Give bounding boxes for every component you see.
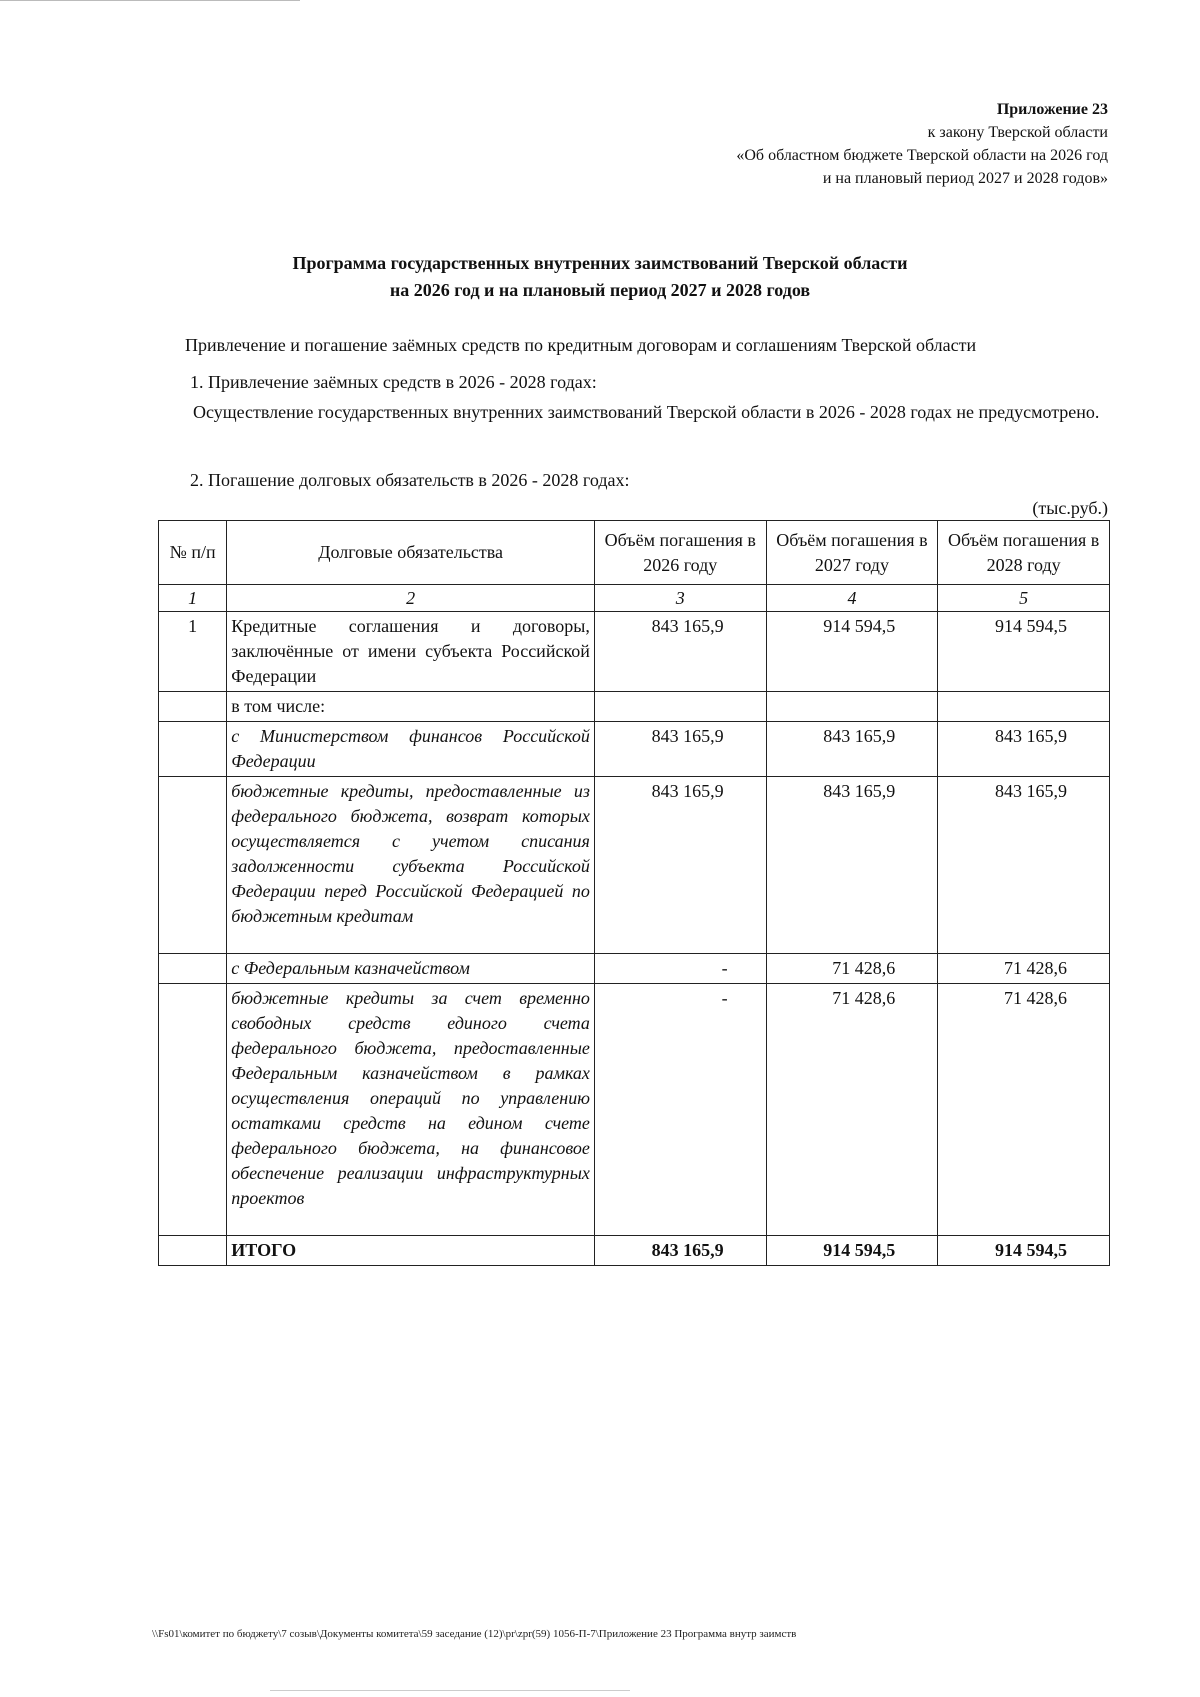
value-2028 [938,692,1110,722]
appendix-header [736,98,1108,190]
table-row [159,954,1110,984]
row-description: в том числе: [227,692,595,722]
total-num-cell [159,1236,227,1266]
units-label: (тыс.руб.) [1032,498,1108,518]
value-2026: 843 165,9 [594,777,766,954]
appendix-line-3: и на плановый период 2027 и 2028 годов» [822,170,1108,187]
total-label: ИТОГО [227,1236,595,1266]
value-2028: 71 428,6 [938,984,1110,1236]
header-obligations: Долговые обязательства [227,521,595,585]
point-1-text: Осуществление государственных внутренних заимствований Тверской области в 2026 - 2028 годах не предусмотрено. [193,402,1100,422]
value-2027: 843 165,9 [766,777,938,954]
index-cell: 4 [766,585,938,612]
footer-file-path: \\Fs01\комитет по бюджету\7 созыв\Документы комитета\59 заседание (12)\pr\zpr(59) 1056-П-7\Приложение 23 Программа внутр заимств [152,1628,797,1640]
row-description: Кредитные соглашения и договоры, заключённые от имени субъекта Российской Федерации [227,612,595,692]
row-description: с Федеральным казначейством [227,954,595,984]
row-number: 1 [159,612,227,692]
document-title-line-2: на 2026 год и на плановый период 2027 и 2028 годов [389,280,811,300]
appendix-title: Приложение 23 [996,101,1108,118]
value-2026: 843 165,9 [594,722,766,777]
value-2028: 71 428,6 [938,954,1110,984]
header-2028: Объём погашения в 2028 году [938,521,1110,585]
value-2026: - [594,954,766,984]
repayment-table [158,520,1110,1266]
row-description: бюджетные кредиты, предоставленные из федерального бюджета, возврат которых осуществляется с учетом списания задолженности субъекта Российской Федерации перед Российской Федерацией по бюджетным кредитам [227,777,595,954]
index-cell: 5 [938,585,1110,612]
total-2027: 914 594,5 [766,1236,938,1266]
header-num: № п/п [159,521,227,585]
row-number [159,777,227,954]
value-2026: 843 165,9 [594,612,766,692]
document-title-line-1: Программа государственных внутренних заимствований Тверской области [292,253,908,273]
value-2027: 843 165,9 [766,722,938,777]
index-cell: 3 [594,585,766,612]
total-2026: 843 165,9 [594,1236,766,1266]
header-2026: Объём погашения в 2026 году [594,521,766,585]
row-number [159,692,227,722]
table-row [159,722,1110,777]
table-row [159,777,1110,954]
value-2026 [594,692,766,722]
value-2028: 843 165,9 [938,777,1110,954]
row-description: с Министерством финансов Российской Федерации [227,722,595,777]
point-2-heading: 2. Погашение долговых обязательств в 2026 - 2028 годах: [190,470,630,490]
index-cell: 2 [227,585,595,612]
total-2028: 914 594,5 [938,1236,1110,1266]
scan-artifact-top [0,0,300,1]
header-2027: Объём погашения в 2027 году [766,521,938,585]
row-number [159,954,227,984]
value-2026: - [594,984,766,1236]
table-header-row [159,521,1110,585]
section-heading: Привлечение и погашение заёмных средств по кредитным договорам и соглашениям Тверской области [185,335,977,355]
index-cell: 1 [159,585,227,612]
document-title [0,250,1200,304]
value-2027: 914 594,5 [766,612,938,692]
appendix-line-1: к закону Тверской области [927,124,1108,141]
table-row [159,692,1110,722]
appendix-line-2: «Об областном бюджете Тверской области на 2026 год [736,147,1108,164]
value-2028: 843 165,9 [938,722,1110,777]
value-2027: 71 428,6 [766,984,938,1236]
table-row [159,612,1110,692]
row-number [159,722,227,777]
row-number [159,984,227,1236]
point-1-heading: 1. Привлечение заёмных средств в 2026 - 2028 годах: [190,372,597,392]
scan-artifact-bottom [270,1690,630,1691]
column-index-row [159,585,1110,612]
value-2027: 71 428,6 [766,954,938,984]
value-2027 [766,692,938,722]
value-2028: 914 594,5 [938,612,1110,692]
row-description: бюджетные кредиты за счет временно свободных средств единого счета федерального бюджета, предоставленные Федеральным казначейством в рамках осуществления операций по управлению остатками средств на едином счете федерального бюджета, на финансовое обеспечение реализации инфраструктурных проектов [227,984,595,1236]
table-row [159,984,1110,1236]
total-row [159,1236,1110,1266]
